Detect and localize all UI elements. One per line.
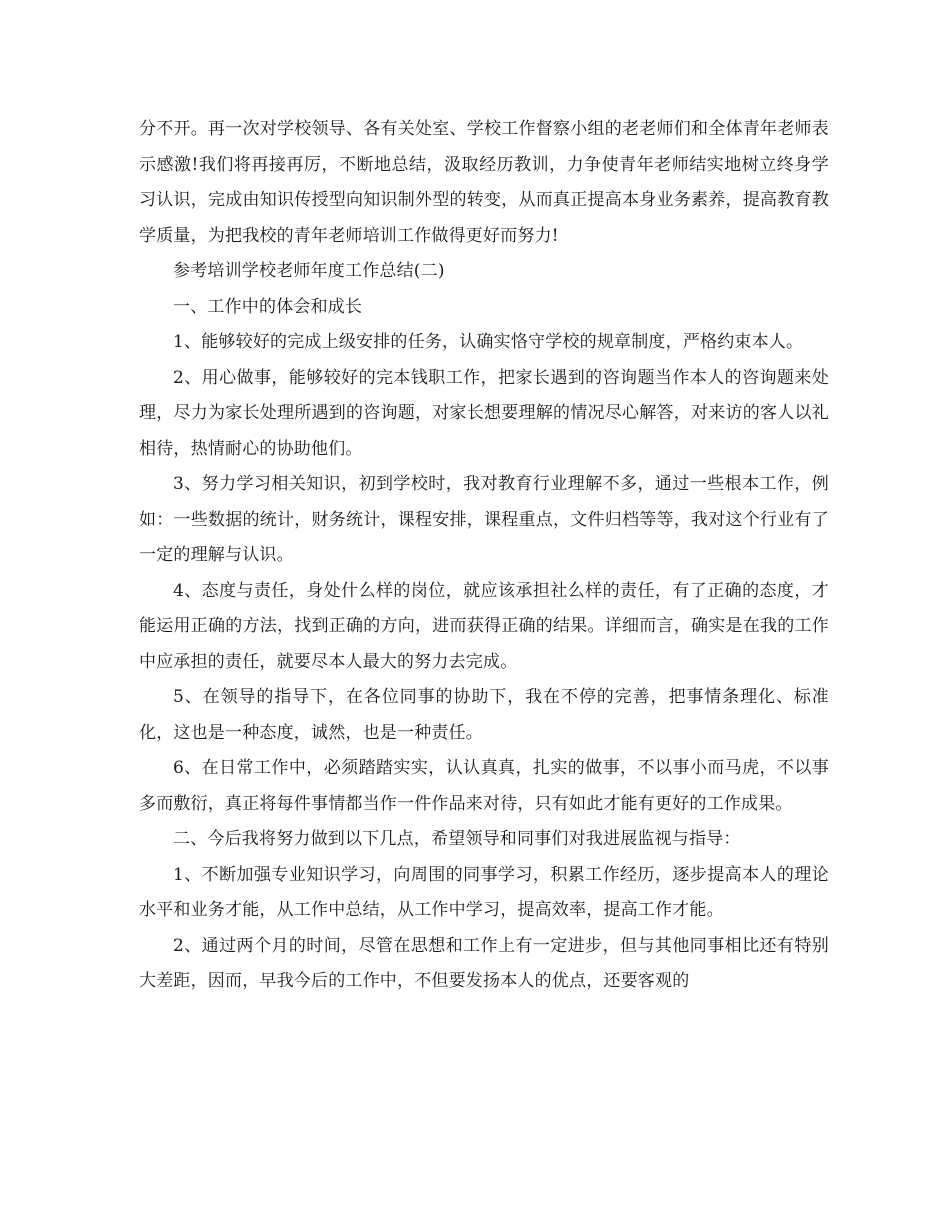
paragraph-item-6: 6、在日常工作中，必须踏踏实实，认认真真，扎实的做事，不以事小而马虎，不以事多而敷衍，真正将每件事情都当作一件作品来对待，只有如此才能有更好的工作成果。 bbox=[139, 758, 829, 814]
section-heading-1: 一、工作中的体会和成长 bbox=[173, 296, 363, 317]
paragraph-item-2: 2、用心做事，能够较好的完本钱职工作，把家长遇到的咨询题当作本人的咨询题来处理，尽力为家长处理所遇到的咨询题，对家长想要理解的情况尽心解答，对来访的客人以礼相待，热情耐心的协助他们。 bbox=[139, 367, 829, 459]
paragraph-item-5: 5、在领导的指导下，在各位同事的协助下，我在不停的完善，把事情条理化、标准化，这也是一种态度，诚然，也是一种责任。 bbox=[139, 687, 829, 743]
section-heading-2: 二、今后我将努力做到以下几点，希望领导和同事们对我进展监视与指导： bbox=[173, 829, 741, 849]
paragraph-item-4: 4、态度与责任，身处什么样的岗位，就应该承担社么样的责任，有了正确的态度，才能运用正确的方法，找到正确的方向，进而获得正确的结果。详细而言，确实是在我的工作中应承担的责任，就要尽本人最大的努力去完成。 bbox=[139, 580, 829, 672]
document-body bbox=[139, 112, 829, 1000]
paragraph-item-3: 3、努力学习相关知识，初到学校时，我对教育行业理解不多，通过一些根本工作，例如：一些数据的统计，财务统计，课程安排，课程重点，文件归档等等，我对这个行业有了一定的理解与认识。 bbox=[139, 474, 829, 565]
section-title: 参考培训学校老师年度工作总结(二) bbox=[173, 261, 445, 281]
paragraph-item-1: 1、能够较好的完成上级安排的任务，认确实恪守学校的规章制度，严格约束本人。 bbox=[173, 332, 804, 352]
plan-item-1: 1、不断加强专业知识学习，向周围的同事学习，积累工作经历，逐步提高本人的理论水平和业务才能，从工作中总结，从工作中学习，提高效率，提高工作才能。 bbox=[139, 864, 829, 920]
plan-item-2: 2、通过两个月的时间，尽管在思想和工作上有一定进步，但与其他同事相比还有特别大差距，因而，早我今后的工作中，不但要发扬本人的优点，还要客观的 bbox=[139, 935, 829, 991]
continued-paragraph: 分不开。再一次对学校领导、各有关处室、学校工作督察小组的老老师们和全体青年老师表示感激!我们将再接再厉，不断地总结，汲取经历教训，力争使青年老师结实地树立终身学习认识，完成由知识传授型向知识制外型的转变，从而真正提高本身业务素养，提高教育教学质量，为把我校的青年老师培训工作做得更好而努力! bbox=[139, 119, 829, 246]
